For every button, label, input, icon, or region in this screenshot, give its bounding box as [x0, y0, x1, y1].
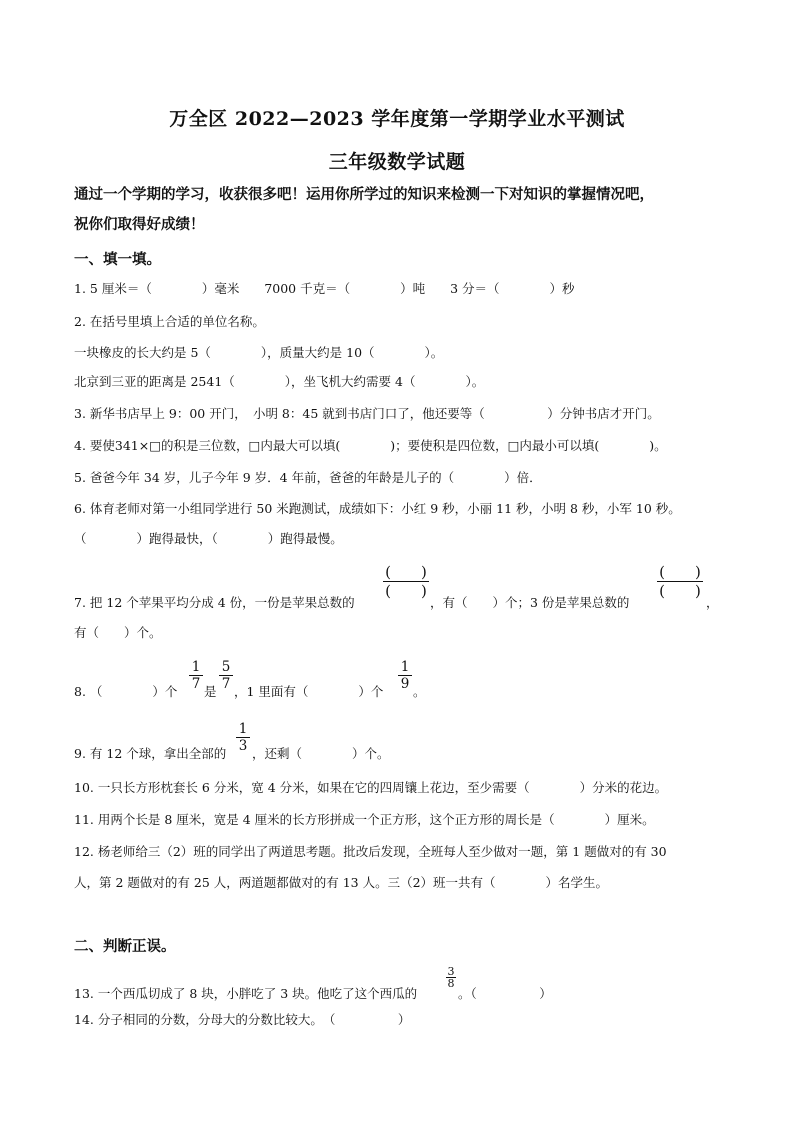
question-9-fraction	[236, 722, 250, 753]
question-8-fraction-2	[219, 660, 233, 691]
question-8-part3: ，1 里面有（ ）个	[234, 684, 384, 699]
section-1-heading: 一、填一填。	[74, 252, 161, 268]
question-7-part1: 7. 把 12 个苹果平均分成 4 份，一份是苹果总数的	[74, 595, 355, 610]
page-subtitle: 三年级数学试题	[328, 151, 466, 173]
question-13-part1: 13. 一个西瓜切成了 8 块，小胖吃了 3 块。他吃了这个西瓜的	[74, 986, 418, 1001]
fraction-numerator: 1	[398, 660, 412, 676]
fraction-numerator: ( )	[657, 563, 703, 582]
question-10: 10. 一只长方形枕套长 6 分米，宽 4 分米，如果在它的四周镶上花边，至少需要（ ）分米的花边。	[74, 780, 668, 795]
fraction-denominator: 9	[400, 676, 410, 692]
question-5: 5. 爸爸今年 34 岁，儿子今年 9 岁．4 年前，爸爸的年龄是儿子的（ ）倍．	[74, 470, 542, 485]
question-6b: （ ）跑得最快，（ ）跑得最慢。	[74, 531, 343, 546]
page-title: 万全区 2022—2023 学年度第一学期学业水平测试	[169, 108, 625, 130]
question-6a: 6. 体育老师对第一小组同学进行 50 米跑测试，成绩如下：小红 9 秒，小丽 11 秒，小明 8 秒，小军 10 秒。	[74, 501, 681, 516]
section-2-heading: 二、判断正误。	[74, 939, 176, 955]
question-7-part3: ，	[706, 595, 719, 610]
fraction-numerator: ( )	[383, 563, 429, 582]
question-13-fraction	[446, 966, 456, 989]
question-2b: 北京到三亚的距离是 2541（ ），坐飞机大约需要 4（ ）。	[74, 374, 485, 389]
intro-line-2: 祝你们取得好成绩！	[74, 217, 205, 233]
fraction-denominator: ( )	[385, 582, 427, 600]
question-12b: 人，第 2 题做对的有 25 人，两道题都做对的有 13 人。三（2）班一共有（ ）名学生。	[74, 875, 609, 890]
question-1: 1. 5 厘米＝（ ）毫米 7000 千克＝（ ）吨 3 分＝（ ）秒	[74, 281, 575, 296]
question-7-part2: ，有（ ）个；3 份是苹果总数的	[430, 595, 630, 610]
question-8-part1: 8. （ ）个	[74, 684, 178, 699]
intro-line-1: 通过一个学期的学习，收获很多吧！运用你所学过的知识来检测一下对知识的掌握情况吧，	[74, 187, 654, 203]
fraction-denominator: 8	[447, 977, 455, 990]
question-2: 2. 在括号里填上合适的单位名称。	[74, 314, 265, 329]
question-13-part2: 。（ ）	[458, 986, 552, 1001]
question-8-fraction-1	[189, 660, 203, 691]
question-8-part2: 是	[204, 684, 217, 699]
question-7-fraction-1	[383, 563, 429, 600]
fraction-numerator: 1	[236, 722, 250, 738]
fraction-denominator: ( )	[659, 582, 701, 600]
fraction-numerator: 1	[189, 660, 203, 676]
fraction-denominator: 3	[238, 738, 248, 754]
fraction-numerator: 3	[447, 965, 455, 978]
question-2a: 一块橡皮的长大约是 5（ ），质量大约是 10（ ）。	[74, 345, 444, 360]
question-12a: 12. 杨老师给三（2）班的同学出了两道思考题。批改后发现，全班每人至少做对一题，第 1 题做对的有 30	[74, 844, 667, 859]
question-7-line2: 有（ ）个。	[74, 625, 162, 640]
question-8-fraction-3	[398, 660, 412, 691]
question-14: 14. 分子相同的分数，分母大的分数比较大。 （ ）	[74, 1012, 411, 1027]
fraction-denominator: 7	[191, 676, 201, 692]
fraction-denominator: 7	[221, 676, 231, 692]
question-9-part1: 9. 有 12 个球，拿出全部的	[74, 746, 227, 761]
question-9-part2: ，还剩（ ）个。	[252, 746, 390, 761]
question-3: 3. 新华书店早上 9：00 开门， 小明 8：45 就到书店门口了，他还要等（ ）分钟书店才开门。	[74, 406, 660, 421]
question-7-fraction-2	[657, 563, 703, 600]
question-8-part4: 。	[413, 684, 426, 699]
fraction-numerator: 5	[219, 660, 233, 676]
intro-text	[74, 180, 734, 240]
question-4: 4. 要使341×□的积是三位数，□内最大可以填( )；要使积是四位数，□内最小可以填( )。	[74, 438, 667, 453]
question-11: 11. 用两个长是 8 厘米，宽是 4 厘米的长方形拼成一个正方形，这个正方形的周长是（ ）厘米。	[74, 812, 655, 827]
